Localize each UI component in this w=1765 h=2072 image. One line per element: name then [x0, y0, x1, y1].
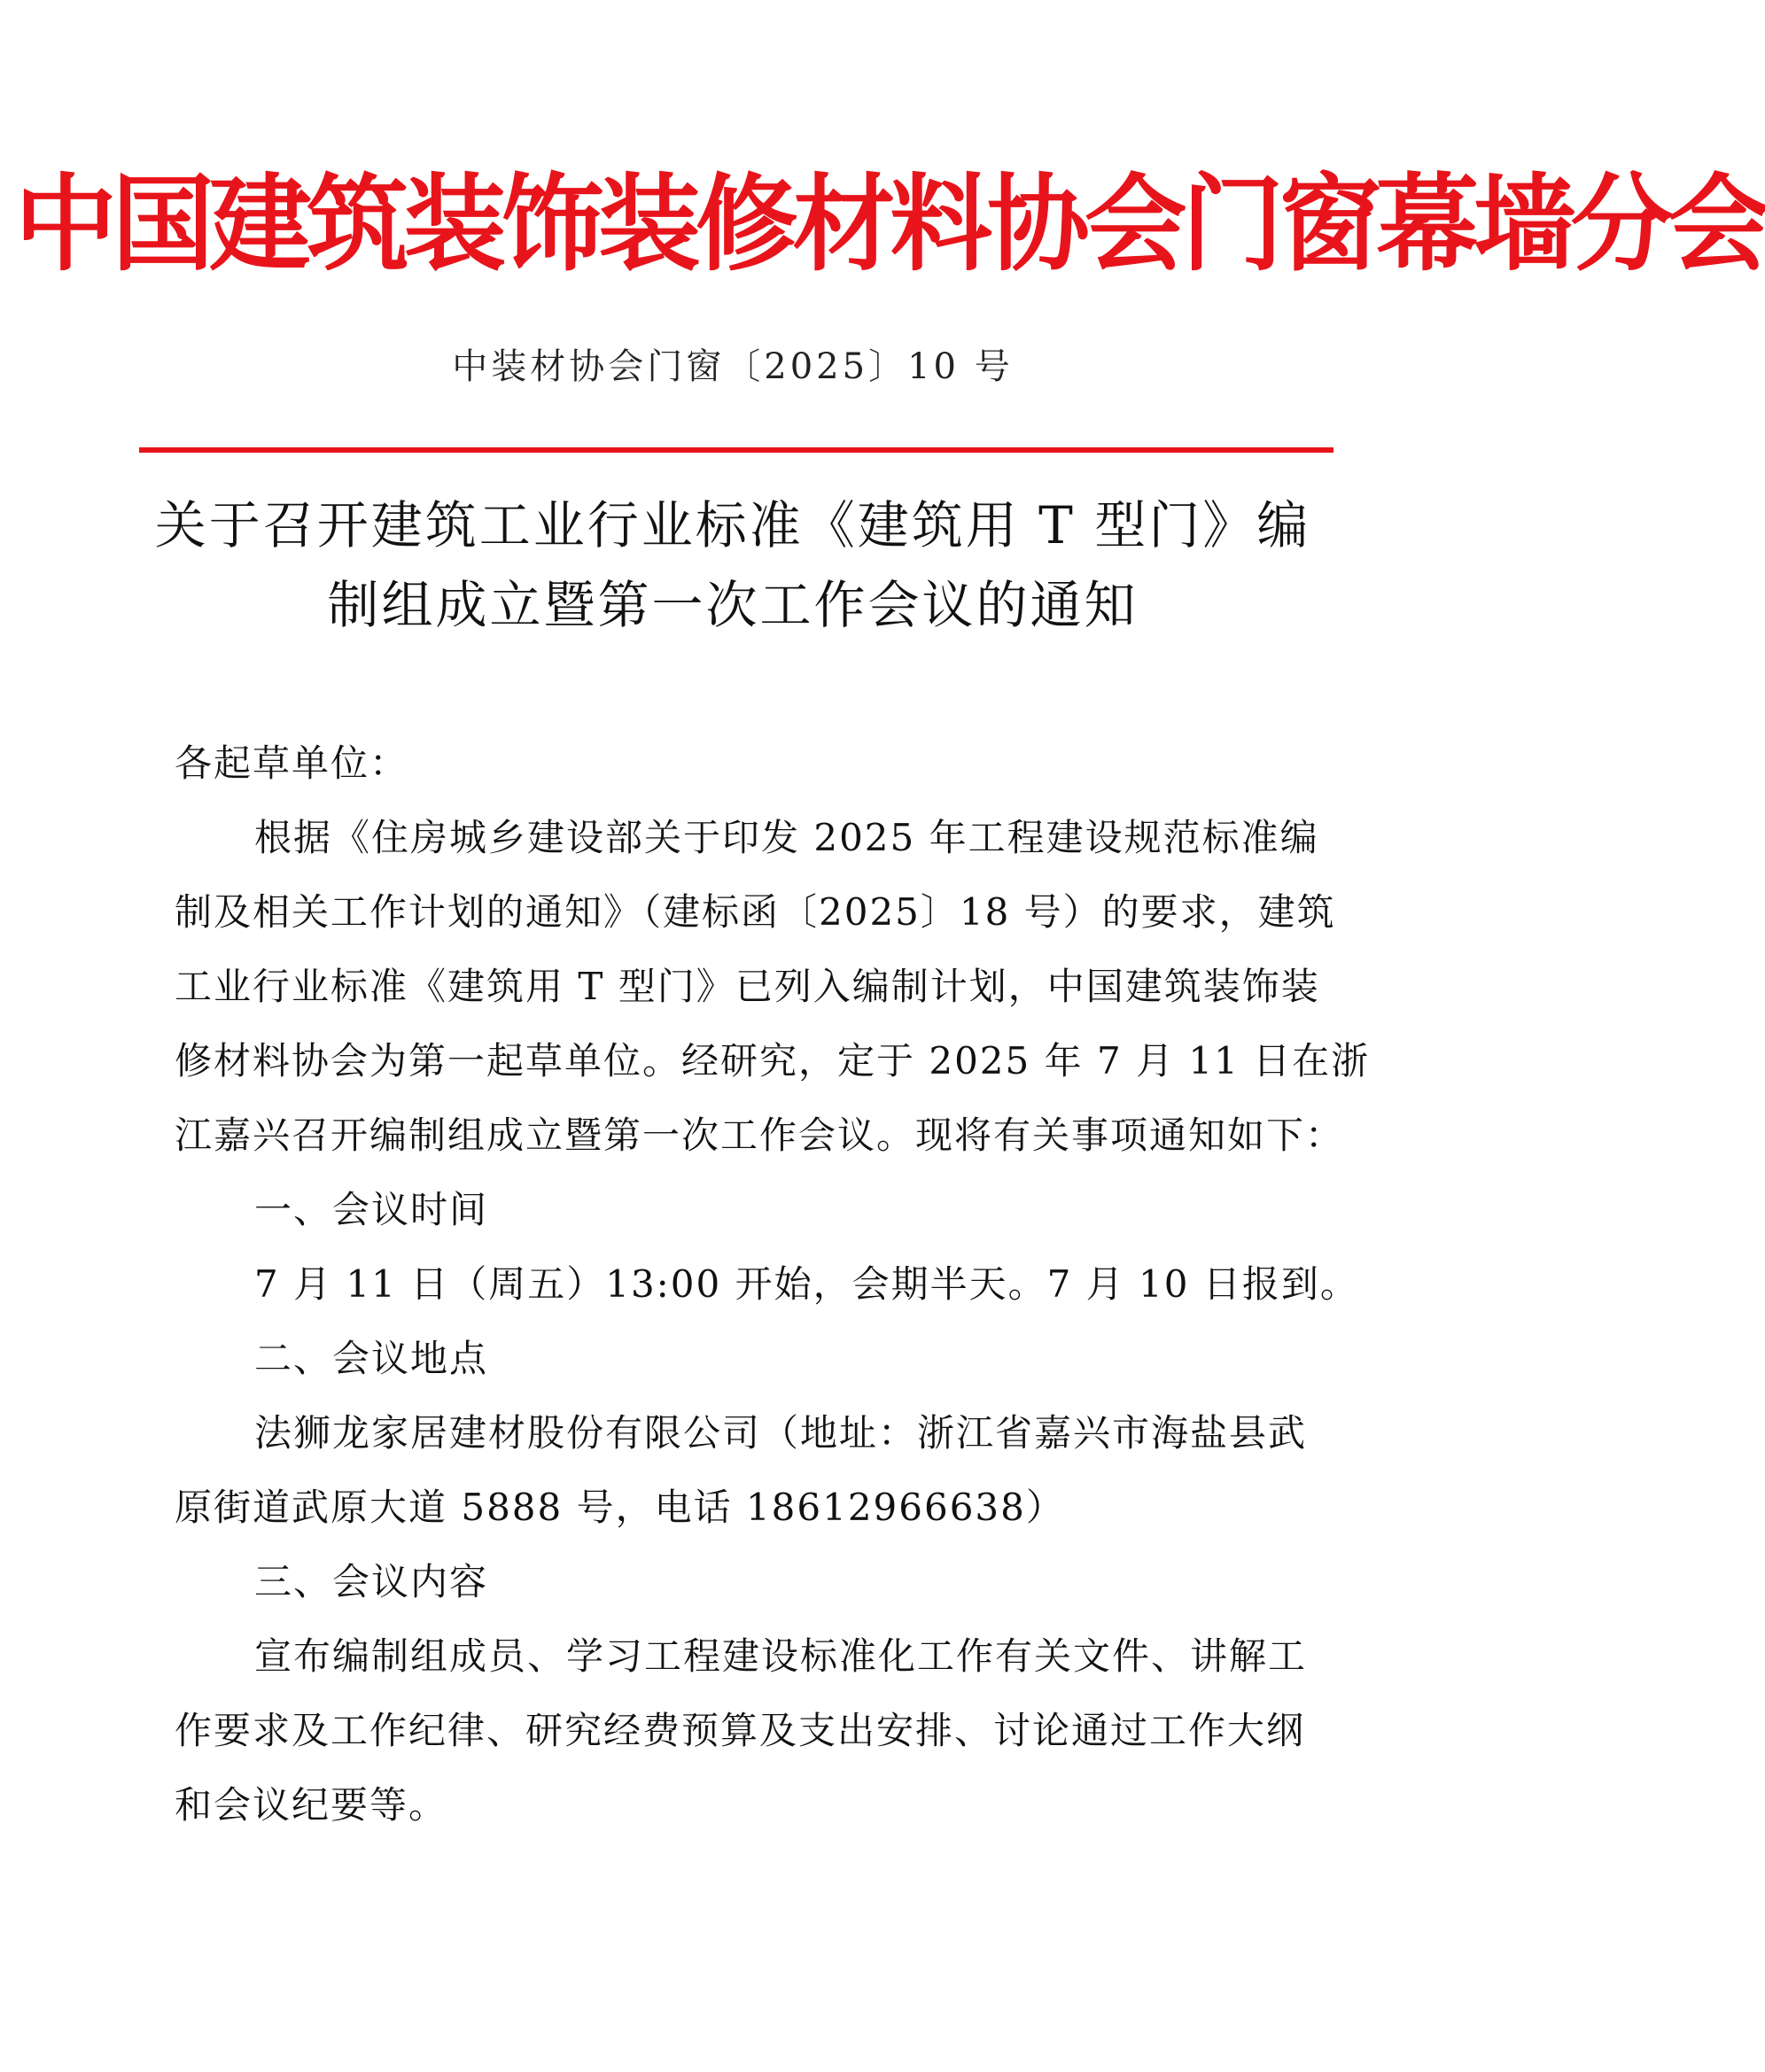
section-2-heading: 二、会议地点 — [254, 1337, 489, 1380]
paragraph-1-line-4: 修材料协会为第一起草单位。经研究，定于 2025 年 7 月 11 日在浙 — [175, 1039, 1371, 1083]
paragraph-1-line-1: 根据《住房城乡建设部关于印发 2025 年工程建设规范标准编 — [254, 816, 1319, 859]
notice-body — [175, 726, 1371, 1843]
paragraph-1-line-2: 制及相关工作计划的通知》（建标函〔2025〕18 号）的要求，建筑 — [175, 890, 1336, 934]
salutation: 各起草单位： — [175, 741, 409, 785]
section-2-text-line-1: 法狮龙家居建材股份有限公司（地址：浙江省嘉兴市海盐县武 — [254, 1411, 1308, 1455]
section-3-heading: 三、会议内容 — [254, 1560, 489, 1603]
document-number: 中装材协会门窗〔2025〕10 号 — [452, 346, 1014, 387]
section-1-text: 7 月 11 日（周五）13:00 开始，会期半天。7 月 10 日报到。 — [254, 1262, 1359, 1306]
section-3-text-line-2: 作要求及工作纪律、研究经费预算及支出安排、讨论通过工作大纲 — [175, 1709, 1306, 1752]
section-2-text-line-2: 原街道武原大道 5888 号，电话 18612966638） — [175, 1486, 1065, 1529]
notice-title-line-2: 制组成立暨第一次工作会议的通知 — [327, 575, 1139, 635]
section-3-text-line-3: 和会议纪要等。 — [175, 1783, 448, 1827]
section-1-heading: 一、会议时间 — [254, 1188, 489, 1231]
notice-title — [151, 485, 1315, 645]
notice-title-line-1: 关于召开建筑工业行业标准《建筑用 T 型门》编 — [154, 495, 1311, 555]
paragraph-1-line-5: 江嘉兴召开编制组成立暨第一次工作会议。现将有关事项通知如下： — [175, 1114, 1345, 1157]
letterhead-org-name: 中国建筑装饰装修材料协会门窗幕墙分会 — [14, 163, 1765, 285]
paragraph-1-line-3: 工业行业标准《建筑用 T 型门》已列入编制计划，中国建筑装饰装 — [175, 965, 1320, 1008]
section-3-text-line-1: 宣布编制组成员、学习工程建设标准化工作有关文件、讲解工 — [254, 1634, 1308, 1678]
red-divider-line — [139, 447, 1333, 453]
